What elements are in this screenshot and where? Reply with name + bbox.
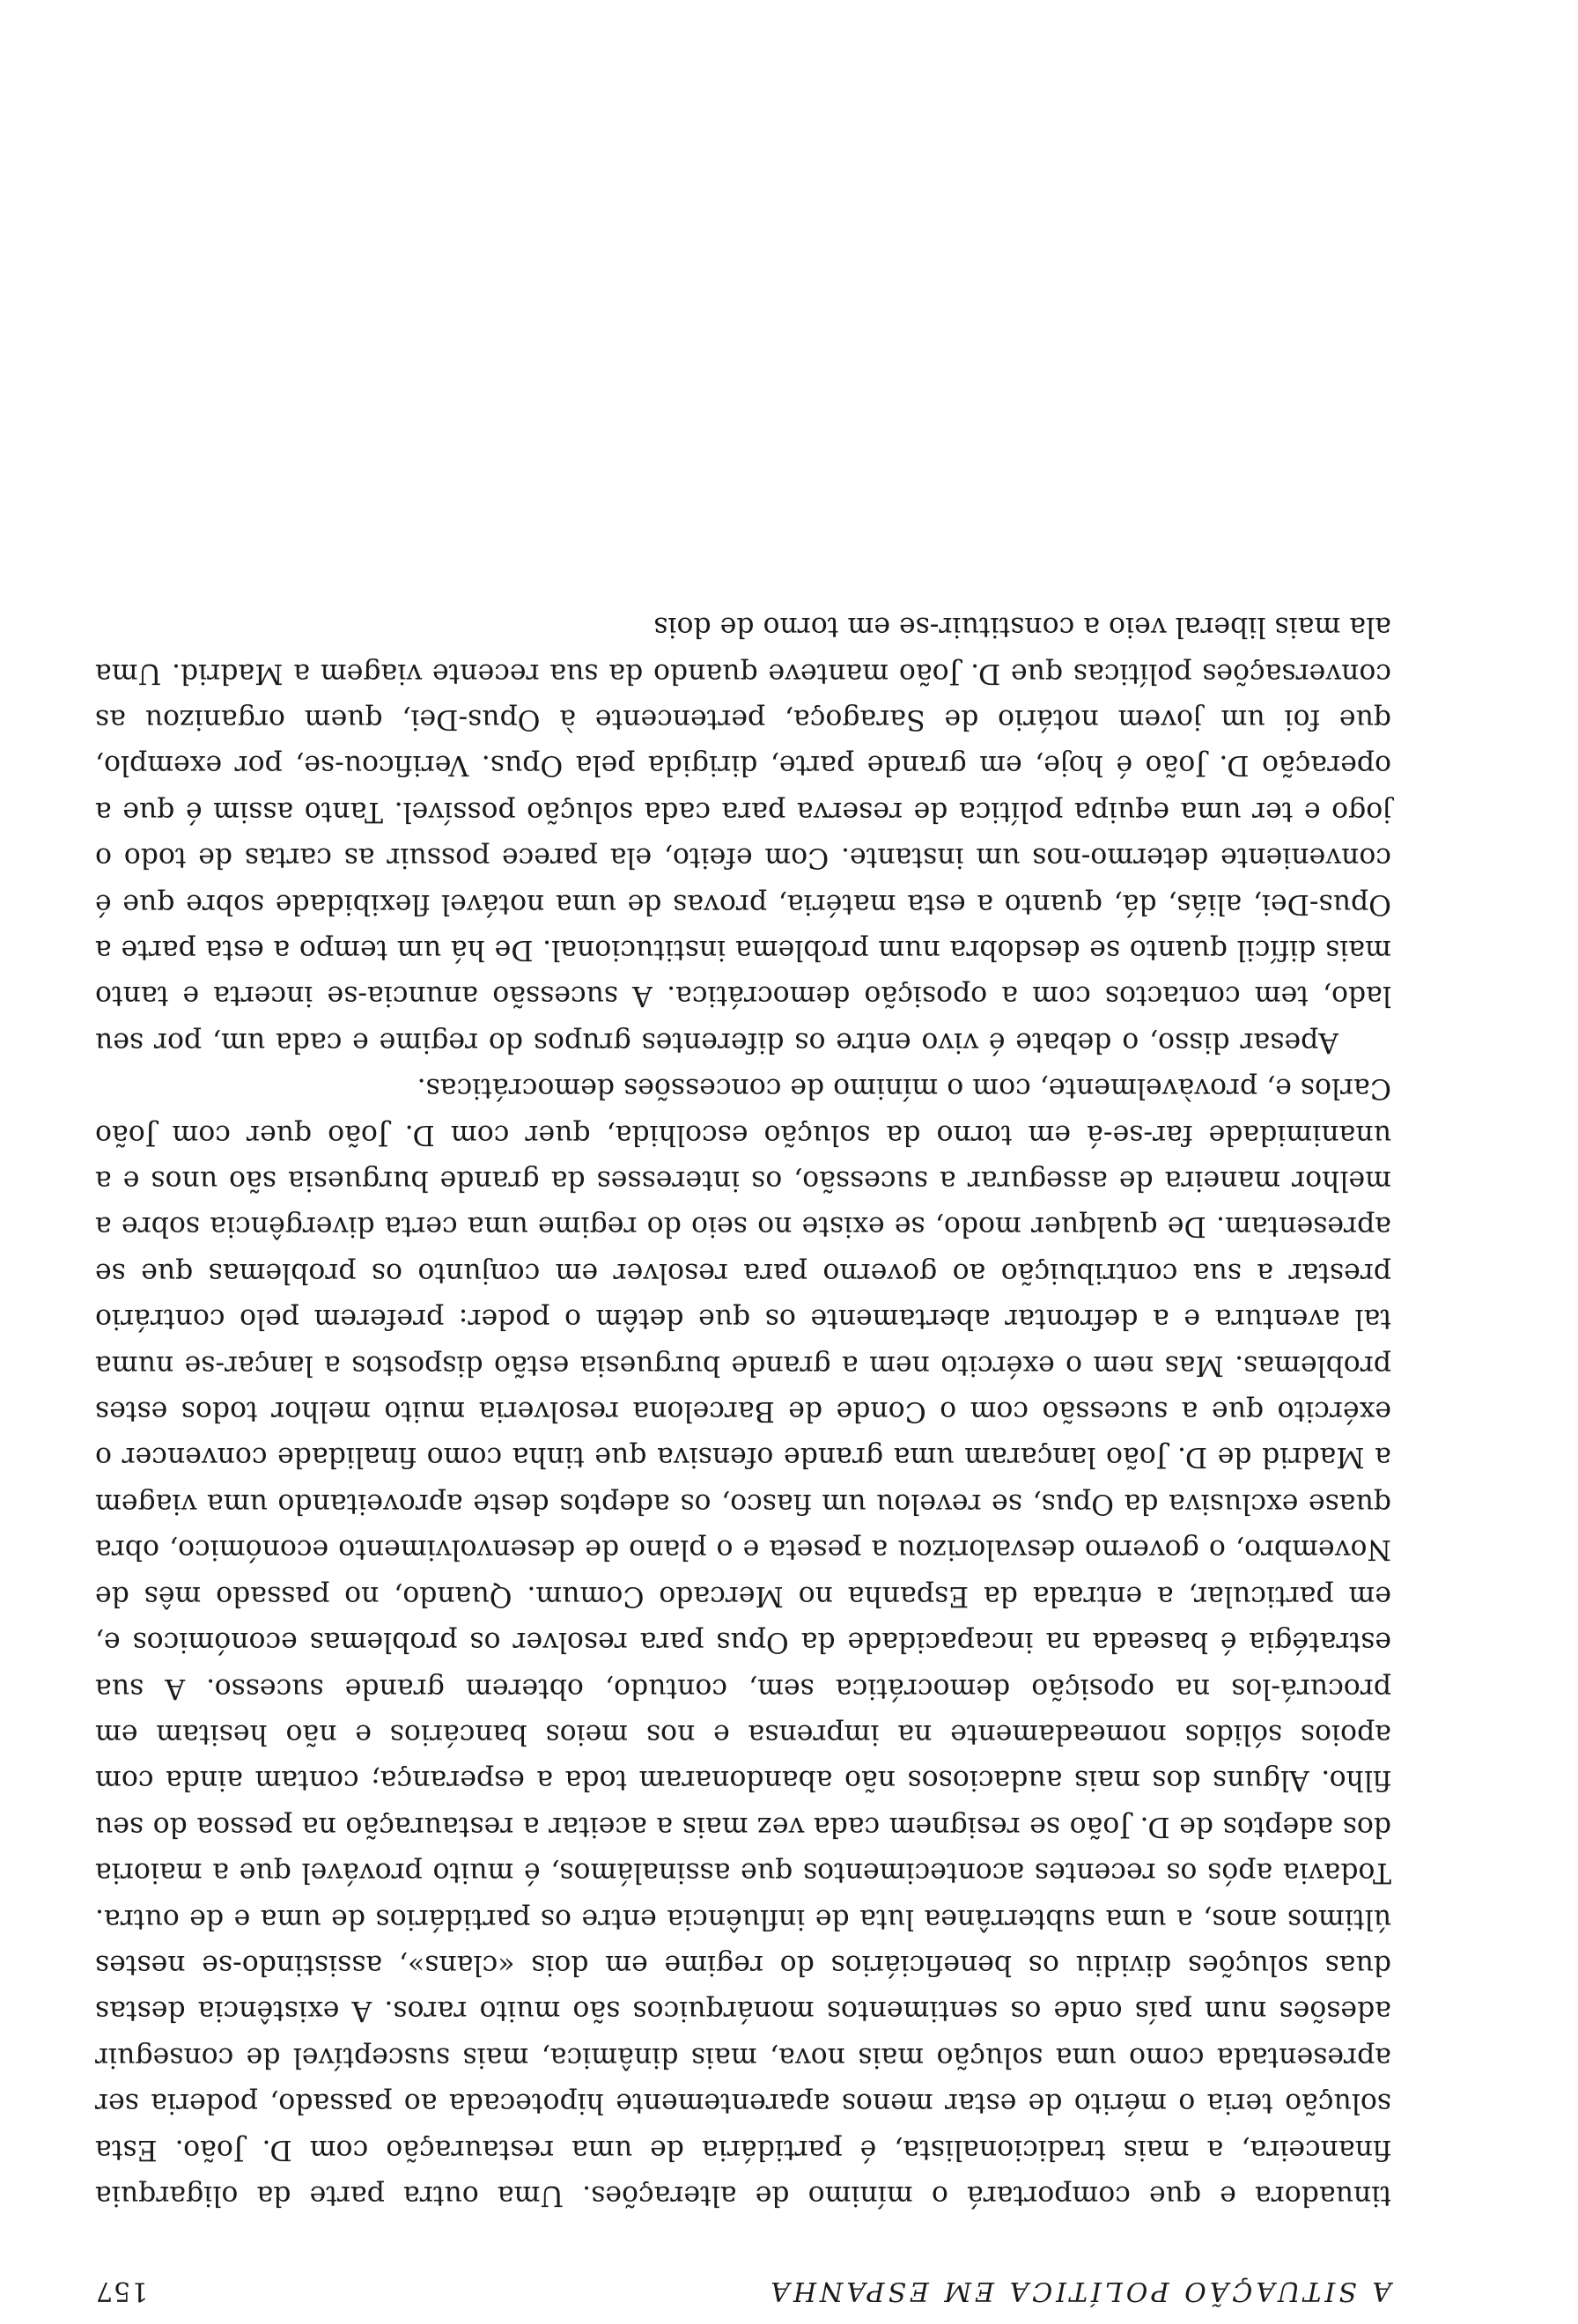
paragraph: Apesar disso, o debate é vivo entre os diferentes grupos do regime e cada um, por seu lado, tem contactos com a oposição democrática. A sucessão anuncia-se incerta e tanto mais difícil quanto se desdobra num problema institucional. De há um tempo a esta parte a Opus-Dei, aliás, dá, quanto a esta matéria, provas de uma notável flexibidade sobre que é conveniente determo-nos um instante. Com efeito, ela parece possuir as cartas de todo o jogo e ter uma equipa política de reserva para cada solução possível. Tanto assim é que a operação D. João é hoje, em grande parte, dirigida pela Opus. Verificou-se, por exemplo, que foi um jovem notário de Saragoça, pertencente à Opus-Dei, quem organizou as conversações políticas que D. João manteve quando da sua recente viagem a Madrid. Uma ala mais liberal veio a constituir-se em torno de dois: [95, 611, 1391, 1058]
text-block: [95, 604, 1391, 2306]
paragraph: tinuadora e que comportará o mínimo de alterações. Uma outra parte da oligarquia financeira, a mais tradicionalista, é partidária de uma restauração com D. João. Esta solução teria o mérito de estar menos aparentemente hipotecada ao passado, poderia ser apresentada como uma solução mais nova, mais dinâmica, mais susceptível de conseguir adesões num país onde os sentimentos monárquicos são muito raros. A existência destas duas soluções dividiu os beneficiários do regime em dois «clans», assistindo-se nestes últimos anos, a uma subterrânea luta de influência entre os partidários de uma e de outra. Todavia após os recentes acontecimentos que assinalámos, é muito provável que a maioria dos adeptos de D. João se resignem cada vez mais a aceitar a restauração na pessoa do seu filho. Alguns dos mais audaciosos não abandonaram toda a esperança; contam ainda com apoios sólidos nomeadamente na imprensa e nos meios bancários e não hesitam em procurá-los na oposição democrática sem, contudo, obterem grande sucesso. A sua estratégia é baseada na incapacidade da Opus para resolver os problemas económicos e, em particular, a entrada da Espanha no Mercado Comum. Quando, no passado mês de Novembro, o governo desvalorizou a peseta e o plano de desenvolvimento económico, obra quase exclusiva da Opus, se revelou um fiasco, os adeptos deste aproveitando uma viagem a Madrid de D. João lançaram uma grande ofensiva que tinha como finalidade convencer o exército que a sucessão com o Conde de Barcelona resolveria muito melhor todos estes problemas. Mas nem o exército nem a grande burguesia estão dispostos a lançar-se numa tal aventura e a defrontar abertamente os que detêm o poder: preferem pelo contrário prestar a sua contribuição ao governo para resolver em conjunto os problemas que se apresentam. De qualquer modo, se existe no seio do regime uma certa divergência sobre a melhor maneira de assegurar a sucessão, os interesses da grande burguesia são unos e a unanimidade far-se-á em torno da solução escolhida, quer com D. João quer com João Carlos e, provàvelmente, com o mínimo de concessões democráticas.: [95, 1072, 1391, 2211]
running-title: A SITUAÇÃO POLÍTICA EM ESPANHA: [767, 2276, 1391, 2306]
page-header: [95, 2254, 1391, 2306]
body-text: [95, 604, 1391, 2218]
page-number: 157: [95, 2276, 149, 2306]
